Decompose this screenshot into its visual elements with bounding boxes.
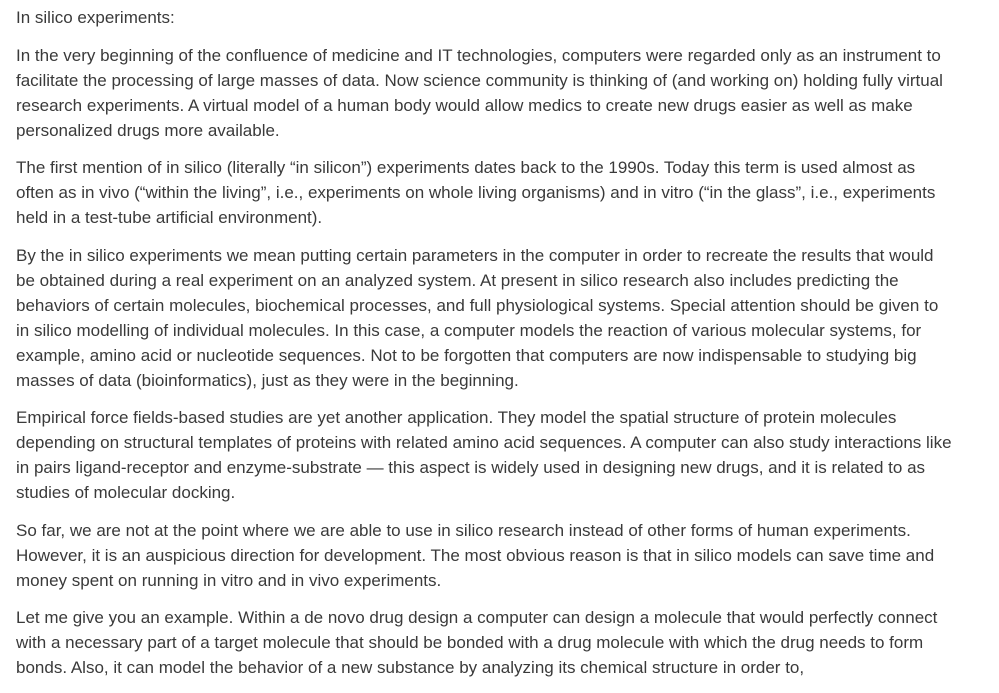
article-body [16,5,952,693]
paragraph-example: Let me give you an example. Within a de novo drug design a computer can design a molecule that would perfectly connect with a necessary part of a target molecule that should be bonded with a drug molecule with which the drug needs to form bonds. Also, it can model the behavior of a new substance by analyzing its chemical structure in order to, [16,608,938,677]
article-heading: In silico experiments: [16,8,175,27]
paragraph-intro: In the very beginning of the confluence of medicine and IT technologies, computers were regarded only as an instrument to facilitate the processing of large masses of data. Now science community is thinking of (and working on) holding fully virtual research experiments. A virtual model of a human body would allow medics to create new drugs easier as well as make personalized drugs more available. [16,45,943,140]
paragraph-outlook: So far, we are not at the point where we are able to use in silico research instead of other forms of human experiments. However, it is an auspicious direction for development. The most obvious reason is that in silico models can save time and money spent on running in vitro and in vivo experiments. [16,520,935,590]
paragraph-definition: By the in silico experiments we mean putting certain parameters in the computer in order to recreate the results that would be obtained during a real experiment on an analyzed system. At present in silico research also includes predicting the behaviors of certain molecules, biochemical processes, and full physiological systems. Special attention should be given to in silico modelling of individual molecules. In this case, a computer models the reaction of various molecular systems, for example, amino acid or nucleotide sequences. Not to be forgotten that computers are now indispensable to studying big masses of data (bioinformatics), just as they were in the beginning. [16,245,939,390]
paragraph-force-fields: Empirical force fields-based studies are yet another application. They model the spatial structure of protein molecules depending on structural templates of proteins with related amino acid sequences. A computer can also study interactions like in pairs ligand-receptor and enzyme-substrate — this aspect is widely used in designing new drugs, and it is related to as studies of molecular docking. [16,408,952,502]
paragraph-history: The first mention of in silico (literally “in silicon”) experiments dates back to the 1990s. Today this term is used almost as often as in vivo (“within the living”, i.e., experiments on whole living organisms) and in vitro (“in the glass”, i.e., experiments held in a test-tube artificial environment). [16,158,936,227]
